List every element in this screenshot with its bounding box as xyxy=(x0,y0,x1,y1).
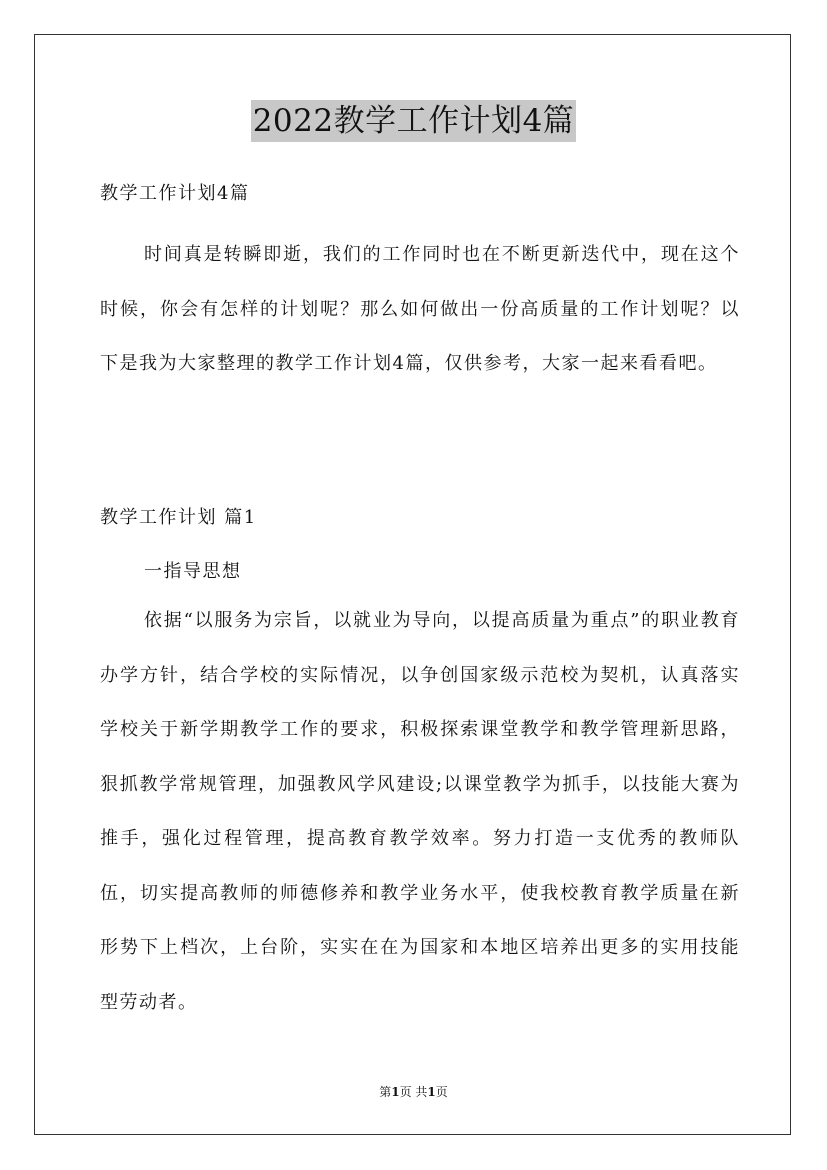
document-subtitle: 教学工作计划4篇 xyxy=(100,183,250,204)
page-footer xyxy=(0,1084,827,1100)
title-container xyxy=(0,100,827,142)
sub-heading: 一指导思想 xyxy=(144,561,242,582)
section-heading: 教学工作计划 篇1 xyxy=(100,507,257,528)
footer-page-mid: 页 共 xyxy=(399,1085,428,1099)
footer-page-suffix: 页 xyxy=(435,1085,448,1099)
footer-page-current: 1 xyxy=(391,1085,400,1099)
body-paragraph: 依据“以服务为宗旨，以就业为导向，以提高质量为重点”的职业教育办学方针，结合学校的实际情况，以争创国家级示范校为契机，认真落实学校关于新学期教学工作的要求，积极探索课堂教学和教学管理新思路，狠抓教学常规管理，加强教风学风建设;以课堂教学为抓手，以技能大赛为推手，强化过程管理，提高教育教学效率。努力打造一支优秀的教师队伍，切实提高教师的师德修养和教学业务水平，使我校教育教学质量在新形势下上档次，上台阶，实实在在为国家和本地区培养出更多的实用技能型劳动者。 xyxy=(100,610,740,1013)
footer-page-total: 1 xyxy=(427,1085,436,1099)
intro-paragraph: 时间真是转瞬即逝，我们的工作同时也在不断更新迭代中，现在这个时候，你会有怎样的计划呢？那么如何做出一份高质量的工作计划呢？以下是我为大家整理的教学工作计划4篇，仅供参考，大家一起来看看吧。 xyxy=(100,244,740,374)
footer-page-prefix: 第 xyxy=(379,1085,392,1099)
document-title: 2022教学工作计划4篇 xyxy=(251,100,577,142)
